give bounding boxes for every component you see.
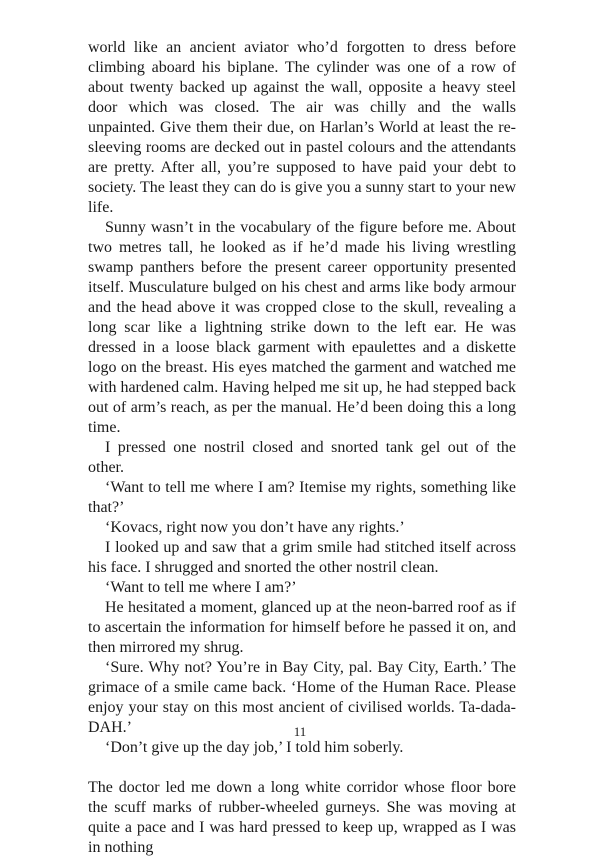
paragraph-7: ‘Want to tell me where I am?’ <box>105 579 297 596</box>
paragraph-section-two: The doctor led me down a long white corridor whose floor bore the scuff marks of rubber-wheeled gurneys. She was moving at quite a pace and I was hard pressed to keep up, wrapped as I was in nothing <box>88 779 516 856</box>
paragraph-8: He hesitated a moment, glanced up at the neon-barred roof as if to ascertain the information for himself before he passed it on, and then mirrored my shrug. <box>88 599 516 656</box>
paragraph-1: world like an ancient aviator who’d forgotten to dress before climbing aboard his biplane. The cylinder was one of a row of about twenty backed up against the wall, opposite a heavy steel door which was closed. The air was chilly and the walls unpainted. Give them their due, on Harlan’s World at least the re-sleeving rooms are decked out in pastel colours and the attendants are pretty. After all, you’re supposed to have paid your debt to society. The least they can do is give you a sunny start to your new life. <box>88 39 516 216</box>
paragraph-5: ‘Kovacs, right now you don’t have any rights.’ <box>105 519 405 536</box>
paragraph-2: Sunny wasn’t in the vocabulary of the figure before me. About two metres tall, he looked as if he’d made his living wrestling swamp panthers before the present career opportunity presented itself. Musculature bulged on his chest and arms like body armour and the head above it was cropped close to the skull, revealing a long scar like a lightning strike down to the left ear. He was dressed in a loose black garment with epaulettes and a diskette logo on the breast. His eyes matched the garment and watched me with hardened calm. Having helped me sit up, he had stepped back out of arm’s reach, as per the manual. He’d been doing this a long time. <box>88 219 516 436</box>
paragraph-6: I looked up and saw that a grim smile had stitched itself across his face. I shrugged and snorted the other nostril clean. <box>88 539 516 576</box>
paragraph-9: ‘Sure. Why not? You’re in Bay City, pal. Bay City, Earth.’ The grimace of a smile came back. ‘Home of the Human Race. Please enjoy your stay on this most ancient of civilised worlds. Ta-dada-DAH.’ <box>88 659 516 736</box>
paragraph-3: I pressed one nostril closed and snorted tank gel out of the other. <box>88 439 516 476</box>
paragraph-10: ‘Don’t give up the day job,’ I told him soberly. <box>105 739 404 756</box>
paragraph-4: ‘Want to tell me where I am? Itemise my rights, something like that?’ <box>88 479 516 516</box>
section-break <box>88 758 516 778</box>
page-number: 11 <box>293 724 307 739</box>
